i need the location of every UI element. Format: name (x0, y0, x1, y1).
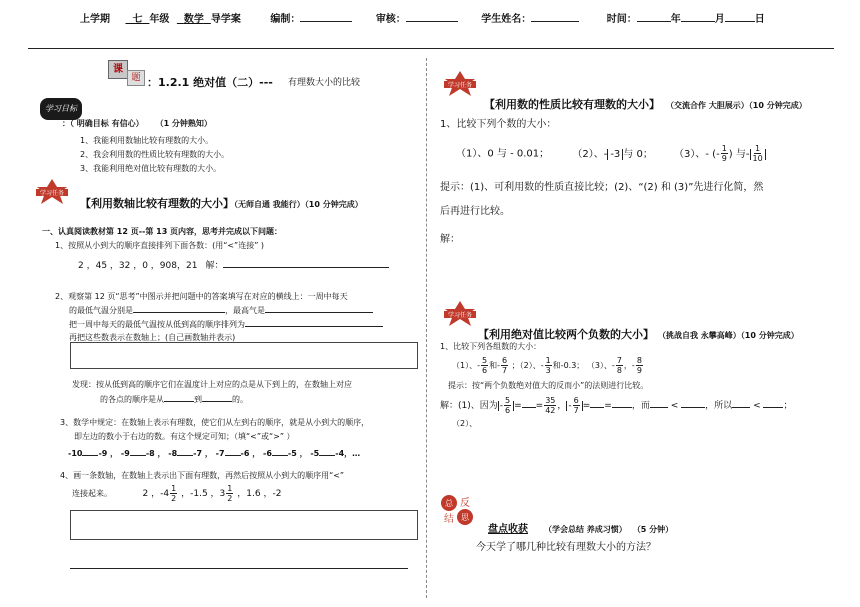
task2-p3: （3）、- (- $\frac{1}{9}$ ) 与- $\frac{1}{10}$ (674, 149, 766, 160)
task1-q4: 4、画一条数轴，在数轴上表示出下面有理数，再然后按照从小到大的顺序用“<” 连接起来。 2 ，-4 $\frac{1}{2}$ ，-1.5 ，3 $\frac{1}{2}$ ，1.6 ，-2 (60, 471, 345, 503)
month-blank[interactable] (681, 12, 715, 22)
q1-answer-blank[interactable] (223, 258, 389, 268)
compare-blank[interactable] (272, 446, 288, 456)
header-bar (80, 10, 765, 25)
fill-blank[interactable] (590, 398, 604, 408)
day-blank[interactable] (725, 12, 755, 22)
from-blank[interactable] (164, 392, 194, 402)
objective-item: 1、我能利用数轴比较有理数的大小。 (80, 136, 214, 145)
task1-q1: 1、按照从小到大的顺序直接排列下面各数：(用“<”连接” ) (55, 241, 265, 250)
task2-q1: 1、比较下列个数的大小： (440, 119, 557, 130)
low-temp-blank[interactable] (133, 303, 225, 313)
fill-blank[interactable] (763, 398, 783, 408)
summary-logo (440, 494, 474, 526)
task1-q1-numbers: 2 ，45 ，32 ，0 ，908，21 解： (78, 258, 389, 271)
year-blank[interactable] (637, 12, 671, 22)
task3-solution: 解：(1)、因为 - $\frac{5}{6}$ = = $\frac{35}{42}$ ， - $\frac{6}{7}$ = = ，而 < ，所以 < ； (440, 396, 793, 415)
header-grade-suffix: 年级 (149, 14, 170, 25)
task1-q3-pairs: -10 -9 ， -9 -8 ， -8 -7 ， -7 -6 ， -6 -5 ， -5 -4，… (68, 446, 360, 459)
q4-answer-line[interactable] (70, 568, 408, 569)
order-blank[interactable] (245, 317, 383, 327)
header-time-label: 时间： (606, 14, 637, 25)
title-logo-2: 题 (127, 70, 145, 86)
svg-text:反: 反 (460, 498, 470, 509)
header-grade: 七 (132, 14, 143, 25)
task3-sol2: （2）、 (452, 419, 478, 428)
compare-blank[interactable] (225, 446, 241, 456)
task-badge-star-icon (32, 178, 72, 206)
title-logo: 课 (108, 60, 128, 79)
header-doctype: 导学案 (210, 14, 241, 25)
number-line-answer-box[interactable] (70, 342, 418, 369)
header-term: 上学期 (80, 14, 110, 25)
fill-blank[interactable] (612, 398, 632, 408)
svg-text:学习任务: 学习任务 (447, 82, 473, 89)
column-divider (426, 58, 427, 598)
reviewer-blank[interactable] (406, 12, 458, 22)
student-name-blank[interactable] (531, 12, 579, 22)
to-blank[interactable] (202, 392, 232, 402)
year-label: 年 (670, 14, 681, 25)
task2-p2: （2）、- -3 与 0； (572, 148, 653, 160)
svg-text:思: 思 (461, 513, 469, 522)
task3-hint: 提示：按“两个负数绝对值大的反而小”的法则进行比较。 (448, 381, 649, 390)
task1-discover: 发现：按从低到高的顺序它们在温度计上对应的点是从下到上的，在数轴上对应 的各点的顺序是从 到 的。 (72, 380, 352, 404)
svg-text:学习任务: 学习任务 (39, 190, 65, 197)
high-temp-blank[interactable] (265, 303, 373, 313)
compare-blank[interactable] (82, 446, 98, 456)
svg-text:学习任务: 学习任务 (447, 312, 473, 319)
task-badge-star-icon (440, 300, 480, 328)
header-subject: 数学 (183, 14, 204, 25)
fill-blank[interactable] (522, 398, 536, 408)
header-reviewer-label: 审核： (375, 14, 406, 25)
task2-problems (456, 144, 766, 163)
svg-text:总: 总 (445, 499, 453, 508)
task1-q2: 2、观察第 12 页“思考”中图示并把问题中的答案填写在对应的横线上：一周中每天 的最低气温分别是 ，最高气是 把一周中每天的最低气温按从低到高的顺序排列为 再把这些数表示在数轴上；(自己画数轴并表示) (55, 290, 383, 344)
summary-logo-icon (440, 494, 474, 526)
task2-p1: （1）、0 与 - 0.01； (456, 148, 550, 160)
fill-blank[interactable] (650, 398, 668, 408)
task1-section: 一、认真阅读教材第 12 页--第 13 页内容，思考并完成以下问题： (42, 227, 283, 236)
compare-blank[interactable] (130, 446, 146, 456)
day-label: 日 (754, 14, 765, 25)
task2-hint: 提示：(1)、可利用数的性质直接比较；(2)、“(2) 和 (3)”先进行化简，然 后再进行比较。 (440, 182, 764, 217)
task1-heading: 【利用数轴比较有理数的大小】（无师自通 我能行）（10 分钟完成） (80, 197, 363, 210)
summary-question: 今天学了哪几种比较有理数大小的方法？ (476, 542, 656, 553)
task1-q3: 3、数学中规定：在数轴上表示有理数，使它们从左到右的顺序，就是从小到大的顺序， 即左边的数小于右边的数。有这个规定可知；（填“<”或“>” ） (60, 418, 370, 441)
header-rule (28, 48, 834, 49)
task2-heading: 【利用数的性质比较有理数的大小】 （交流合作 大胆展示）（10 分钟完成） (484, 98, 807, 111)
objective-item: 3、我能利用绝对值比较有理数的大小。 (80, 164, 222, 173)
header-editor-label: 编制： (270, 14, 301, 25)
fill-blank[interactable] (732, 398, 750, 408)
editor-blank[interactable] (300, 12, 352, 22)
task3-heading: 【利用绝对值比较两个负数的大小】 （挑战自我 永攀高峰）（10 分钟完成） (478, 328, 799, 341)
objective-item: 2、我会利用数的性质比较有理数的大小。 (80, 150, 230, 159)
number-line-draw-box[interactable] (70, 510, 418, 540)
objectives-heading: ：（ 明确目标 有信心） （1 分钟熟知） (62, 119, 212, 128)
task2-solve[interactable]: 解： (440, 234, 460, 245)
lesson-subtitle: 有理数大小的比较 (288, 78, 361, 88)
month-label: 月 (714, 14, 725, 25)
lesson-title: ：1.2.1 绝对值（二）--- (147, 76, 273, 89)
header-student-label: 学生姓名： (481, 14, 532, 25)
objectives-list (80, 134, 229, 176)
fill-blank[interactable] (681, 398, 705, 408)
task3-q1: 1、比较下列各组数的大小： (440, 342, 542, 351)
task-badge-star-icon (440, 70, 480, 98)
task3-items: （1）、- $\frac{5}{6}$ 和- $\frac{6}{7}$ ；（2）、- $\frac{1}{3}$ 和-0.3； （3）、- $\frac{7}{8}$ ，- $\frac{8}{9}$ (452, 356, 642, 375)
objectives-badge: 学习目标 (40, 98, 82, 120)
svg-text:结: 结 (444, 514, 454, 525)
compare-blank[interactable] (177, 446, 193, 456)
compare-blank[interactable] (319, 446, 335, 456)
summary-heading: 盘点收获 （学会总结 养成习惯） （5 分钟） (488, 524, 674, 535)
